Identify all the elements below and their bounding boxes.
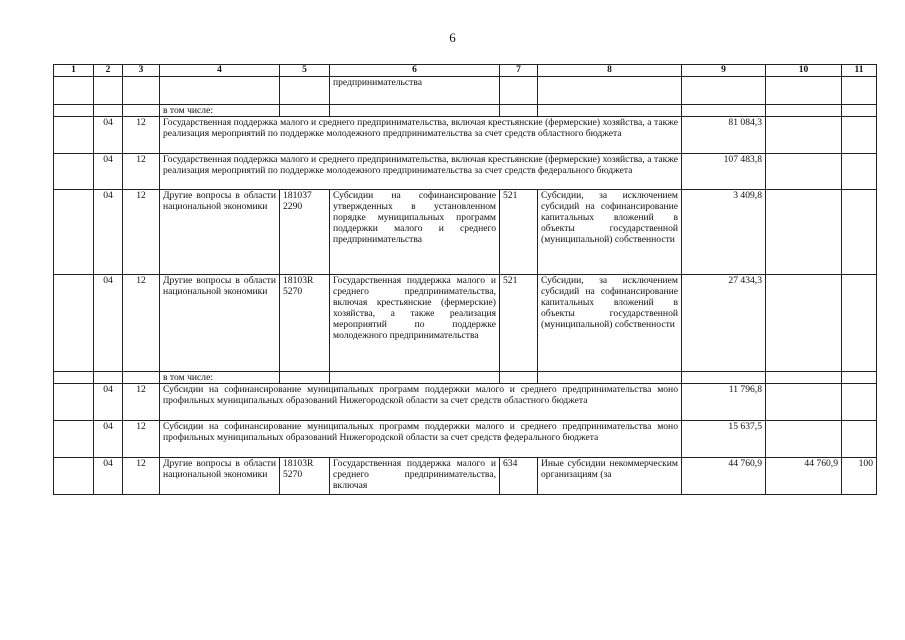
- cell-code: 04: [94, 154, 123, 190]
- cell-code: 521: [500, 190, 538, 275]
- cell-text: Субсидии на софинансирование муниципальных программ поддержки малого и среднего предпринимательства моно профильных муниципальных образований Нижегородской области за счет средств федерального бюджета: [160, 421, 682, 458]
- cell-code: 12: [123, 421, 160, 458]
- cell-text: предпринимательства: [330, 77, 500, 105]
- column-header: 6: [330, 65, 500, 77]
- cell-amount: 44 760,9: [682, 458, 766, 495]
- cell-text: Субсидии на софинансирование утвержденных в установленном порядке муниципальных программ поддержки малого и среднего предпринимательства: [330, 190, 500, 275]
- cell-percent: 100: [842, 458, 877, 495]
- cell-text: Субсидии на софинансирование муниципальных программ поддержки малого и среднего предпринимательства моно профильных муниципальных образований Нижегородской области за счет средств областного бюджета: [160, 384, 682, 421]
- cell-amount: 81 084,3: [682, 117, 766, 154]
- cell-text: Другие вопросы в области национальной экономики: [160, 458, 280, 495]
- cell-text: Государственная поддержка малого и среднего предпринимательства, включая крестьянские (фермерские) хозяйства, а также реализация мероприятий по поддержке молодежного предпринимательства за счет средств областного бюджета: [160, 117, 682, 154]
- cell-amount: 107 483,8: [682, 154, 766, 190]
- cell-code: 04: [94, 458, 123, 495]
- cell-code: 12: [123, 458, 160, 495]
- cell-amount: 15 637,5: [682, 421, 766, 458]
- cell-code: 04: [94, 117, 123, 154]
- cell-text: Субсидии, за исключением субсидий на софинансирование капитальных вложений в объекты государственной (муниципальной) собственности: [538, 190, 682, 275]
- column-header: 3: [123, 65, 160, 77]
- cell-code: 181037 2290: [280, 190, 330, 275]
- cell-text: Другие вопросы в области национальной экономики: [160, 275, 280, 372]
- cell-code: 12: [123, 117, 160, 154]
- cell-code: 521: [500, 275, 538, 372]
- table-row: [54, 105, 877, 117]
- header-row: [54, 65, 877, 77]
- budget-table: [53, 64, 877, 495]
- column-header: 7: [500, 65, 538, 77]
- table-row: [54, 117, 877, 154]
- cell-code: 12: [123, 275, 160, 372]
- table-row: [54, 421, 877, 458]
- cell-text: Государственная поддержка малого и среднего предпринимательства, включая крестьянские (фермерские) хозяйства, а также реализация мероприятий по поддержке молодежного предпринимательства за счет средств федерального бюджета: [160, 154, 682, 190]
- table-row: [54, 154, 877, 190]
- column-header: 1: [54, 65, 94, 77]
- cell-text: Субсидии, за исключением субсидий на софинансирование капитальных вложений в объекты государственной (муниципальной) собственности: [538, 275, 682, 372]
- cell-code: 04: [94, 190, 123, 275]
- cell-text: в том числе:: [160, 372, 280, 384]
- cell-code: 12: [123, 384, 160, 421]
- cell-amount: 3 409,8: [682, 190, 766, 275]
- table-row: [54, 372, 877, 384]
- cell-amount: 27 434,3: [682, 275, 766, 372]
- table-row: [54, 77, 877, 105]
- column-header: 10: [766, 65, 842, 77]
- cell-text: Другие вопросы в области национальной экономики: [160, 190, 280, 275]
- column-header: 2: [94, 65, 123, 77]
- cell-code: 18103R 5270: [280, 275, 330, 372]
- cell-code: 12: [123, 190, 160, 275]
- cell-text: Государственная поддержка малого и среднего предпринимательства, включая крестьянские (фермерские) хозяйства, а также реализация мероприятий по поддержке молодежного предпринимательства: [330, 275, 500, 372]
- cell-text: Иные субсидии некоммерческим организациям (за: [538, 458, 682, 495]
- cell-code: 18103R 5270: [280, 458, 330, 495]
- column-header: 5: [280, 65, 330, 77]
- table-row: [54, 275, 877, 372]
- column-header: 8: [538, 65, 682, 77]
- column-header: 11: [842, 65, 877, 77]
- cell-text: Государственная поддержка малого и среднего предпринимательства, включая: [330, 458, 500, 495]
- cell-amount: 44 760,9: [766, 458, 842, 495]
- cell-code: 04: [94, 275, 123, 372]
- cell-code: 04: [94, 384, 123, 421]
- cell-code: 634: [500, 458, 538, 495]
- cell-code: 12: [123, 154, 160, 190]
- table-row: [54, 384, 877, 421]
- cell-amount: 11 796,8: [682, 384, 766, 421]
- column-header: 4: [160, 65, 280, 77]
- cell-code: 04: [94, 421, 123, 458]
- page-number: 6: [449, 30, 456, 45]
- table-row: [54, 458, 877, 495]
- column-header: 9: [682, 65, 766, 77]
- cell-text: в том числе:: [160, 105, 280, 117]
- table-row: [54, 190, 877, 275]
